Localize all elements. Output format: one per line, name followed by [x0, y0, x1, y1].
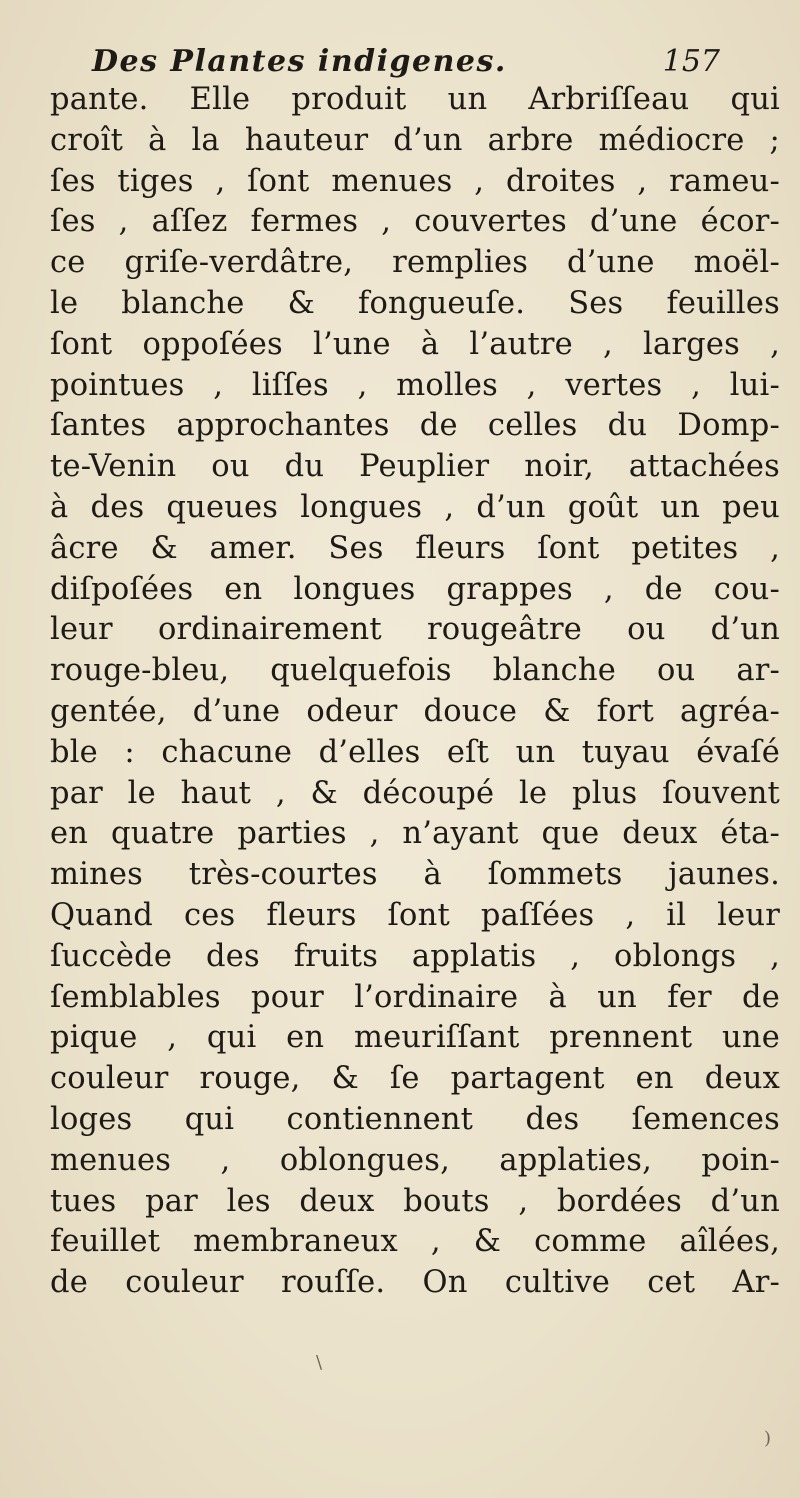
text-line: âcre & amer. Ses fleurs ſont petites ,	[50, 530, 780, 566]
text-line: feuillet membraneux , & comme aîlées,	[50, 1224, 780, 1260]
text-line: pointues , liſſes , molles , vertes , lui-	[50, 367, 780, 403]
text-line: ſemblables pour l’ordinaire à un fer de	[50, 979, 780, 1015]
text-line: ſes tiges , ſont menues , droites , rameu-	[50, 163, 780, 199]
text-line: ſuccède des fruits applatis , oblongs ,	[50, 938, 780, 974]
text-line: de couleur rouſſe. On cultive cet Ar-	[50, 1265, 780, 1301]
running-head	[92, 42, 720, 82]
text-line: loges qui contiennent des ſemences	[50, 1101, 780, 1137]
text-line: rouge-bleu, quelquefois blanche ou ar-	[50, 653, 780, 689]
text-line: le blanche & fongueuſe. Ses feuilles	[50, 285, 780, 321]
text-line: ſont oppoſées l’une à l’autre , larges ,	[50, 326, 780, 362]
text-line: ſantes approchantes de celles du Domp-	[50, 408, 780, 444]
text-line: tues par les deux bouts , bordées d’un	[50, 1183, 780, 1219]
text-line: ce griſe-verdâtre, remplies d’une moël-	[50, 245, 780, 281]
text-line: ſes , aſſez fermes , couvertes d’une écor-	[50, 204, 780, 240]
text-line: croît à la hauteur d’un arbre médiocre ;	[50, 122, 780, 158]
text-line: menues , oblongues, applaties, poin-	[50, 1142, 780, 1178]
page-number: 157	[662, 44, 720, 79]
text-line: te-Venin ou du Peuplier noir, attachées	[50, 449, 780, 485]
running-title: Des Plantes indigenes.	[92, 44, 507, 79]
ink-speck: )	[764, 1428, 772, 1449]
ink-speck: \	[316, 1352, 323, 1373]
text-line: pique , qui en meuriſſant prennent une	[50, 1020, 780, 1056]
text-line: à des queues longues , d’un goût un peu	[50, 489, 780, 525]
text-line: gentée, d’une odeur douce & fort agréa-	[50, 693, 780, 729]
text-line: pante. Elle produit un Arbriſſeau qui	[50, 82, 780, 117]
text-line: Quand ces fleurs ſont paſſées , il leur	[50, 897, 780, 933]
text-line: ble : chacune d’elles eſt un tuyau évaſé	[50, 734, 780, 770]
text-line: diſpoſées en longues grappes , de cou-	[50, 571, 780, 607]
body-text	[50, 80, 780, 1304]
text-line: en quatre parties , n’ayant que deux éta-	[50, 816, 780, 852]
text-line: leur ordinairement rougeâtre ou d’un	[50, 612, 780, 648]
text-line: par le haut , & découpé le plus ſouvent	[50, 775, 780, 811]
text-line: couleur rouge, & ſe partagent en deux	[50, 1061, 780, 1097]
text-line: mines très-courtes à ſommets jaunes.	[50, 857, 780, 893]
